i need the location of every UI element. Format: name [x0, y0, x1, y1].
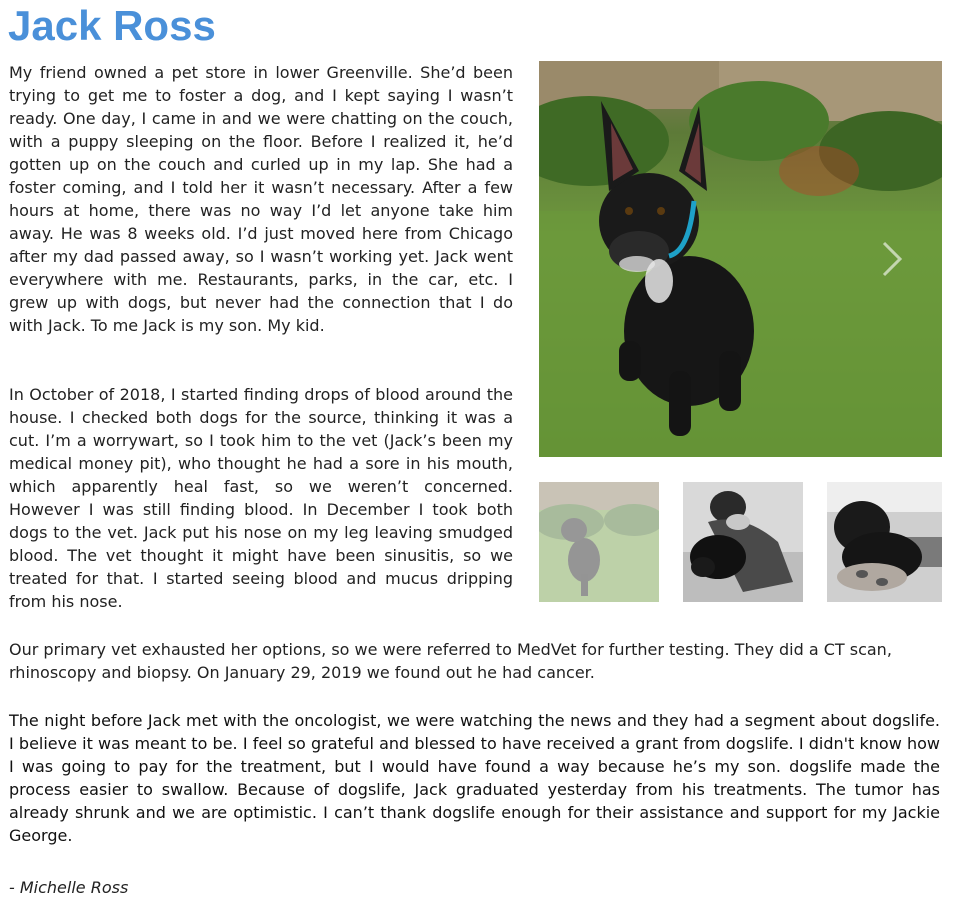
thumbnail-woman-and-dog	[683, 482, 803, 602]
thumbnail-1[interactable]	[539, 482, 659, 602]
thumbnail-3[interactable]	[827, 482, 942, 602]
story-paragraph-1: My friend owned a pet store in lower Greenville. She’d been trying to get me to foster a dog, and I kept saying I wasn’t ready. One day, I came in and we were chatting on the couch, with a puppy sleeping on the floor. Before I realized it, he’d gotten up on the couch and curled up in my lap. She had a foster coming, and I told her it wasn’t necessary. After a few hours at home, there was no way I’d let anyone take him away. He was 8 weeks old. I’d just moved here from Chicago after my dad passed away, so I wasn’t working yet. Jack went everywhere with me. Restaurants, parks, in the car, etc. I grew up with dogs, but never had the connection that I do with Jack. To me Jack is my son. My kid.	[9, 63, 513, 335]
page-title: Jack Ross	[8, 2, 216, 49]
chevron-right-icon[interactable]	[876, 237, 906, 281]
gallery-main-photo[interactable]	[539, 61, 942, 457]
thumbnail-dog-running	[539, 482, 659, 602]
signature: - Michelle Ross	[9, 878, 129, 897]
story-paragraph-4: The night before Jack met with the oncologist, we were watching the news and they had a segment about dogslife. I believe it was meant to be. I feel so grateful and blessed to have received a grant from dogslife. I didn't know how I was going to pay for the treatment, but I would have found a way because he’s my son. dogslife made the process easier to swallow. Because of dogslife, Jack graduated yesterday from his treatments. The tumor has already shrunk and we are optimistic. I can’t thank dogslife enough for their assistance and support for my Jackie George.	[9, 711, 940, 845]
thumbnail-dog-with-toy	[827, 482, 942, 602]
story-paragraph-2: In October of 2018, I started finding drops of blood around the house. I checked both dogs for the source, thinking it was a cut. I’m a worrywart, so I took him to the vet (Jack’s been my medical money pit), who thought he had a sore in his mouth, which apparently heal fast, so we weren’t concerned. However I was still finding blood. In December I took both dogs to the vet. Jack put his nose on my leg leaving smudged blood. The vet thought it might have been sinusitis, so we treated for that. I started seeing blood and mucus dripping from his nose.	[9, 385, 513, 611]
thumbnail-2[interactable]	[683, 482, 803, 602]
story-paragraph-3: Our primary vet exhausted her options, so we were referred to MedVet for further testing. They did a CT scan, rhinoscopy and biopsy. On January 29, 2019 we found out he had cancer.	[9, 640, 892, 682]
